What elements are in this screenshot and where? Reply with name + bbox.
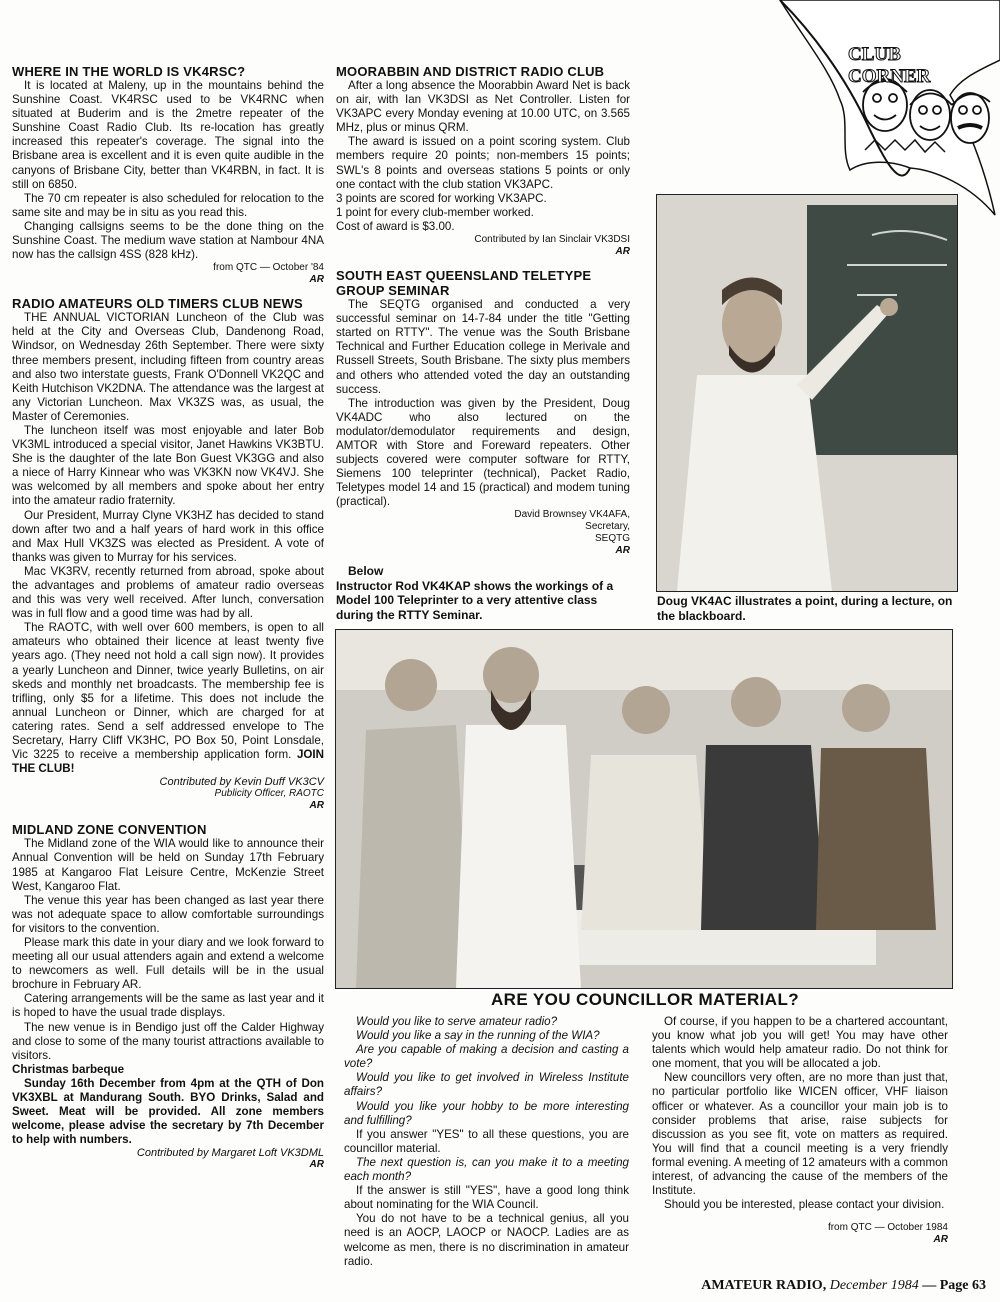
caption-below-label: Below (348, 564, 384, 578)
question: The next question is, can you make it to a meeting each month? (344, 1155, 629, 1184)
ar-mark: AR (309, 800, 324, 812)
paragraph: The SEQTG organised and conducted a very successful seminar on 14-7-84 under the title "Getting started on RTTY". The venue was the South Brisbane Technical and Further Education college in Merivale and Russell Streets, South Brisbane. The sixty plus members and others who attended voted the day an outstanding success. (336, 298, 630, 396)
councillor-column-1 (344, 1015, 629, 1269)
ar-mark: AR (933, 1234, 948, 1246)
photo-blackboard-caption: Doug VK4AC illustrates a point, during a lecture, on the blackboard. (657, 594, 953, 623)
paragraph: Changing callsigns seems to be the done thing on the Sunshine Coast. The medium wave station at Nambour 4NA now has the callsign 4SS (828 kHz). (12, 219, 324, 262)
paragraph: The 70 cm repeater is also scheduled for relocation to the same site and may be in situ as you read this. (12, 191, 324, 219)
paragraph: It is located at Maleny, up in the mountains behind the Sunshine Coast. VK4RSC used to be VK4RNC when situated at Buderim and is the 2metre repeater of the Sunshine Coast Radio Club. Its re-location has greatly increased this repeater's coverage. The signal into the Brisbane area is excellent and it is even quite audible in the canyons of Brisbane City, better than VK4RBN, in fact. It is still on 6850. (12, 79, 324, 191)
class-photo-illustration (336, 630, 952, 988)
blackboard-photo-illustration (657, 195, 957, 591)
paragraph: The award is issued on a point scoring system. Club members require 20 points; non-members 15 points; SWL's 8 points and overseas stations 5 points or only one contact with the club station VK3APC. (336, 135, 630, 191)
ar-mark: AR (615, 246, 630, 258)
join-the-club: JOIN THE CLUB! (12, 748, 324, 776)
award-line: 3 points are scored for working VK3APC. (336, 191, 547, 205)
paragraph (12, 621, 324, 776)
article-credit: David Brownsey VK4AFA, (514, 509, 630, 521)
paragraph: The introduction was given by the President, Doug VK4ADC who also lectured on the modulator/demodulator requirements and design, AMTOR with Store and Foreward repeaters. Other subjects covered were computer software for RTTY, Siemens 100 teleprinter (technical), Packet Radio, Teletypes model 14 and 15 (practical) and modem tuning (practical). (336, 396, 630, 509)
paragraph: If you answer "YES" to all these questions, you are councillor material. (344, 1127, 629, 1155)
paragraph: The new venue is in Bendigo just off the Calder Highway and close to some of the many tourist attractions available to visitors. (12, 1020, 324, 1062)
article-credit-role: Publicity Officer, RAOTC (214, 788, 324, 800)
paragraph: Catering arrangements will be the same as last year and it is hoped to have the usual trade displays. (12, 992, 324, 1020)
issue-date: December 1984 (829, 1278, 919, 1293)
paragraph: THE ANNUAL VICTORIAN Luncheon of the Club was held at the City and Overseas Club, Dandenong Road, Windsor, on Wednesday 26th September. There were sixty three members present, including fifteen from country areas and also two interstate guests, Frank O'Donnell VK2QC and Keith Hutchison VK2DNA. The attendance was the largest at any Victorian Luncheon. Max VK3ZS was, as usual, the Master of Ceremonies. (12, 311, 324, 423)
article-vk4rsc (12, 64, 324, 286)
article-title: MOORABBIN AND DISTRICT RADIO CLUB (336, 64, 605, 79)
article-credit-role: Secretary, (585, 521, 630, 533)
question: Would you like a say in the running of the WIA? (356, 1029, 600, 1043)
paragraph: New councillors very often, are no more than just that, no particular portfolio like WICEN officer, VHF liaison officer or whatever. As a councillor your main job is to consider problems that arise, raise subjects for discussion as you see fit, vote on matters as required. You will find that a council meeting is a very friendly formal evening. A meeting of 12 amateurs with a common interest, of advancing the cause of the members of the Institute. (652, 1071, 948, 1198)
paragraph: Mac VK3RV, recently returned from abroad, spoke about the advantages and problems of amateur radio overseas and this was very well received. After lunch, conversation was in full flow and a good time was had by all. (12, 564, 324, 621)
paragraph: The luncheon itself was most enjoyable and later Bob VK3ML introduced a special visitor, Janet Hawkins VK3BTU. She is the daughter of the late Bon Guest VK3GG and also a niece of Harry Kinnear who was VK3KN now VK4VJ. She was welcomed by all members and spoke about her entry into the amateur radio fraternity. (12, 423, 324, 508)
article-credit: Contributed by Ian Sinclair VK3DSI (474, 234, 630, 246)
article-credit: from QTC — October 1984 (827, 1222, 948, 1234)
paragraph: The Midland zone of the WIA would like to announce their Annual Convention will be held on Sunday 17th February 1985 at Kangaroo Flat Leisure Centre, McKenzie Street West, Kangaroo Flat. (12, 837, 324, 893)
article-title: MIDLAND ZONE CONVENTION (12, 822, 207, 838)
paragraph: Please mark this date in your diary and we look forward to meeting all our usual attenders again and extend a welcome to newcomers as well. Full details will be in the usual brochure in February AR. (12, 935, 324, 992)
article-title: WHERE IN THE WORLD IS VK4RSC? (12, 64, 246, 79)
article-title: SOUTH EAST QUEENSLAND TELETYPE GROUP SEMINAR (336, 268, 592, 299)
councillor-column-2 (652, 1015, 948, 1246)
banner-line-1: CLUB (848, 44, 901, 65)
banner-line-2: CORNER (848, 66, 931, 87)
article-midland-zone (12, 822, 324, 1171)
column-middle (336, 64, 630, 557)
question: Would you like your hobby to be more interesting and fulfilling? (344, 1099, 629, 1127)
column-left (12, 64, 324, 1171)
page-number: — Page 63 (922, 1278, 986, 1293)
photo-blackboard-lecture (656, 194, 958, 592)
caption-text: Instructor Rod VK4KAP shows the workings of a Model 100 Teleprinter to a very attentive class during the RTTY Seminar. (336, 578, 614, 622)
banner-title (848, 44, 930, 88)
article-title: RADIO AMATEURS OLD TIMERS CLUB NEWS (12, 296, 303, 312)
paragraph: After a long absence the Moorabbin Award Net is back on air, with Ian VK3DSI as Net Controller. Listen for VK3APC every Monday evening at 10.00 UTC, on 3.565 MHz, plus or minus QRM. (336, 79, 630, 135)
article-moorabbin (336, 64, 630, 258)
paragraph: Sunday 16th December from 4pm at the QTH of Don VK3XBL at Mandurang South. BYO Drinks, Salad and Sweet. Meat will be provided. All zone members welcome, please advise the secretary by 7th December to help with numbers. (12, 1076, 324, 1147)
below-photo-caption (336, 564, 632, 622)
ar-mark: AR (309, 274, 324, 286)
publication-name: AMATEUR RADIO, (701, 1278, 827, 1293)
award-line: 1 point for every club-member worked. (336, 205, 534, 219)
paragraph: The venue this year has been changed as last year there was not adequate space to allow comfortable surroundings for visitors to the convention. (12, 893, 324, 935)
paragraph: If the answer is still "YES", have a good long think about nominating for the WIA Council. (344, 1184, 629, 1212)
paragraph: You do not have to be a technical genius, all you need is an AOCP, LAOCP or NAOCP. Ladies are as welcome as men, there is no discrimination in amateur radio. (344, 1212, 629, 1268)
page-footer (701, 1278, 986, 1294)
question: Are you capable of making a decision and casting a vote? (344, 1043, 629, 1071)
article-seqtg (336, 268, 630, 557)
article-credit: Contributed by Margaret Loft VK3DML (136, 1147, 324, 1160)
article-credit: from QTC — October '84 (213, 262, 324, 274)
photo-teleprinter-class (335, 629, 953, 989)
councillor-headline: ARE YOU COUNCILLOR MATERIAL? (490, 990, 800, 1009)
paragraph-text: The RAOTC, with well over 600 members, is open to all amateurs who obtained their licence at least twenty five years ago. (They need not hold a call sign now). It provides a yearly Luncheon and Dinner, twice yearly Bulletins, on air skeds and monthly net broadcasts. The membership fee is trifling, only $5 for a lifetime. This does not include the annual Luncheon or Dinner, which are charged for at catering rates. Send a self addressed envelope to The Secretary, Harry Cliff VK3HC, PO Box 50, Point Lonsdale, Vic 3225 to receive a membership application form. (12, 621, 324, 762)
question: Would you like to serve amateur radio? (356, 1015, 558, 1028)
ar-mark: AR (309, 1159, 324, 1171)
paragraph: Of course, if you happen to be a chartered accountant, you know what job you will get! You may have other talents which would help amateur radio. Do not think for one moment, that you will be allocated a job. (652, 1015, 948, 1071)
question: Would you like to get involved in Wireless Institute affairs? (344, 1071, 629, 1099)
paragraph: Our President, Murray Clyne VK3HZ has decided to stand down after two and a half years of hard work in this office and Max Hull VK3ZS was elected as President. A vote of thanks was given to Murray for his services. (12, 508, 324, 564)
article-credit: Contributed by Kevin Duff VK3CV (159, 776, 324, 789)
subheading: Christmas barbeque (12, 1062, 125, 1076)
article-raotc (12, 296, 324, 812)
award-line: Cost of award is $3.00. (336, 219, 455, 233)
article-credit-org: SEQTG (594, 533, 630, 545)
paragraph: Should you be interested, please contact your division. (664, 1198, 945, 1212)
ar-mark: AR (615, 545, 630, 557)
